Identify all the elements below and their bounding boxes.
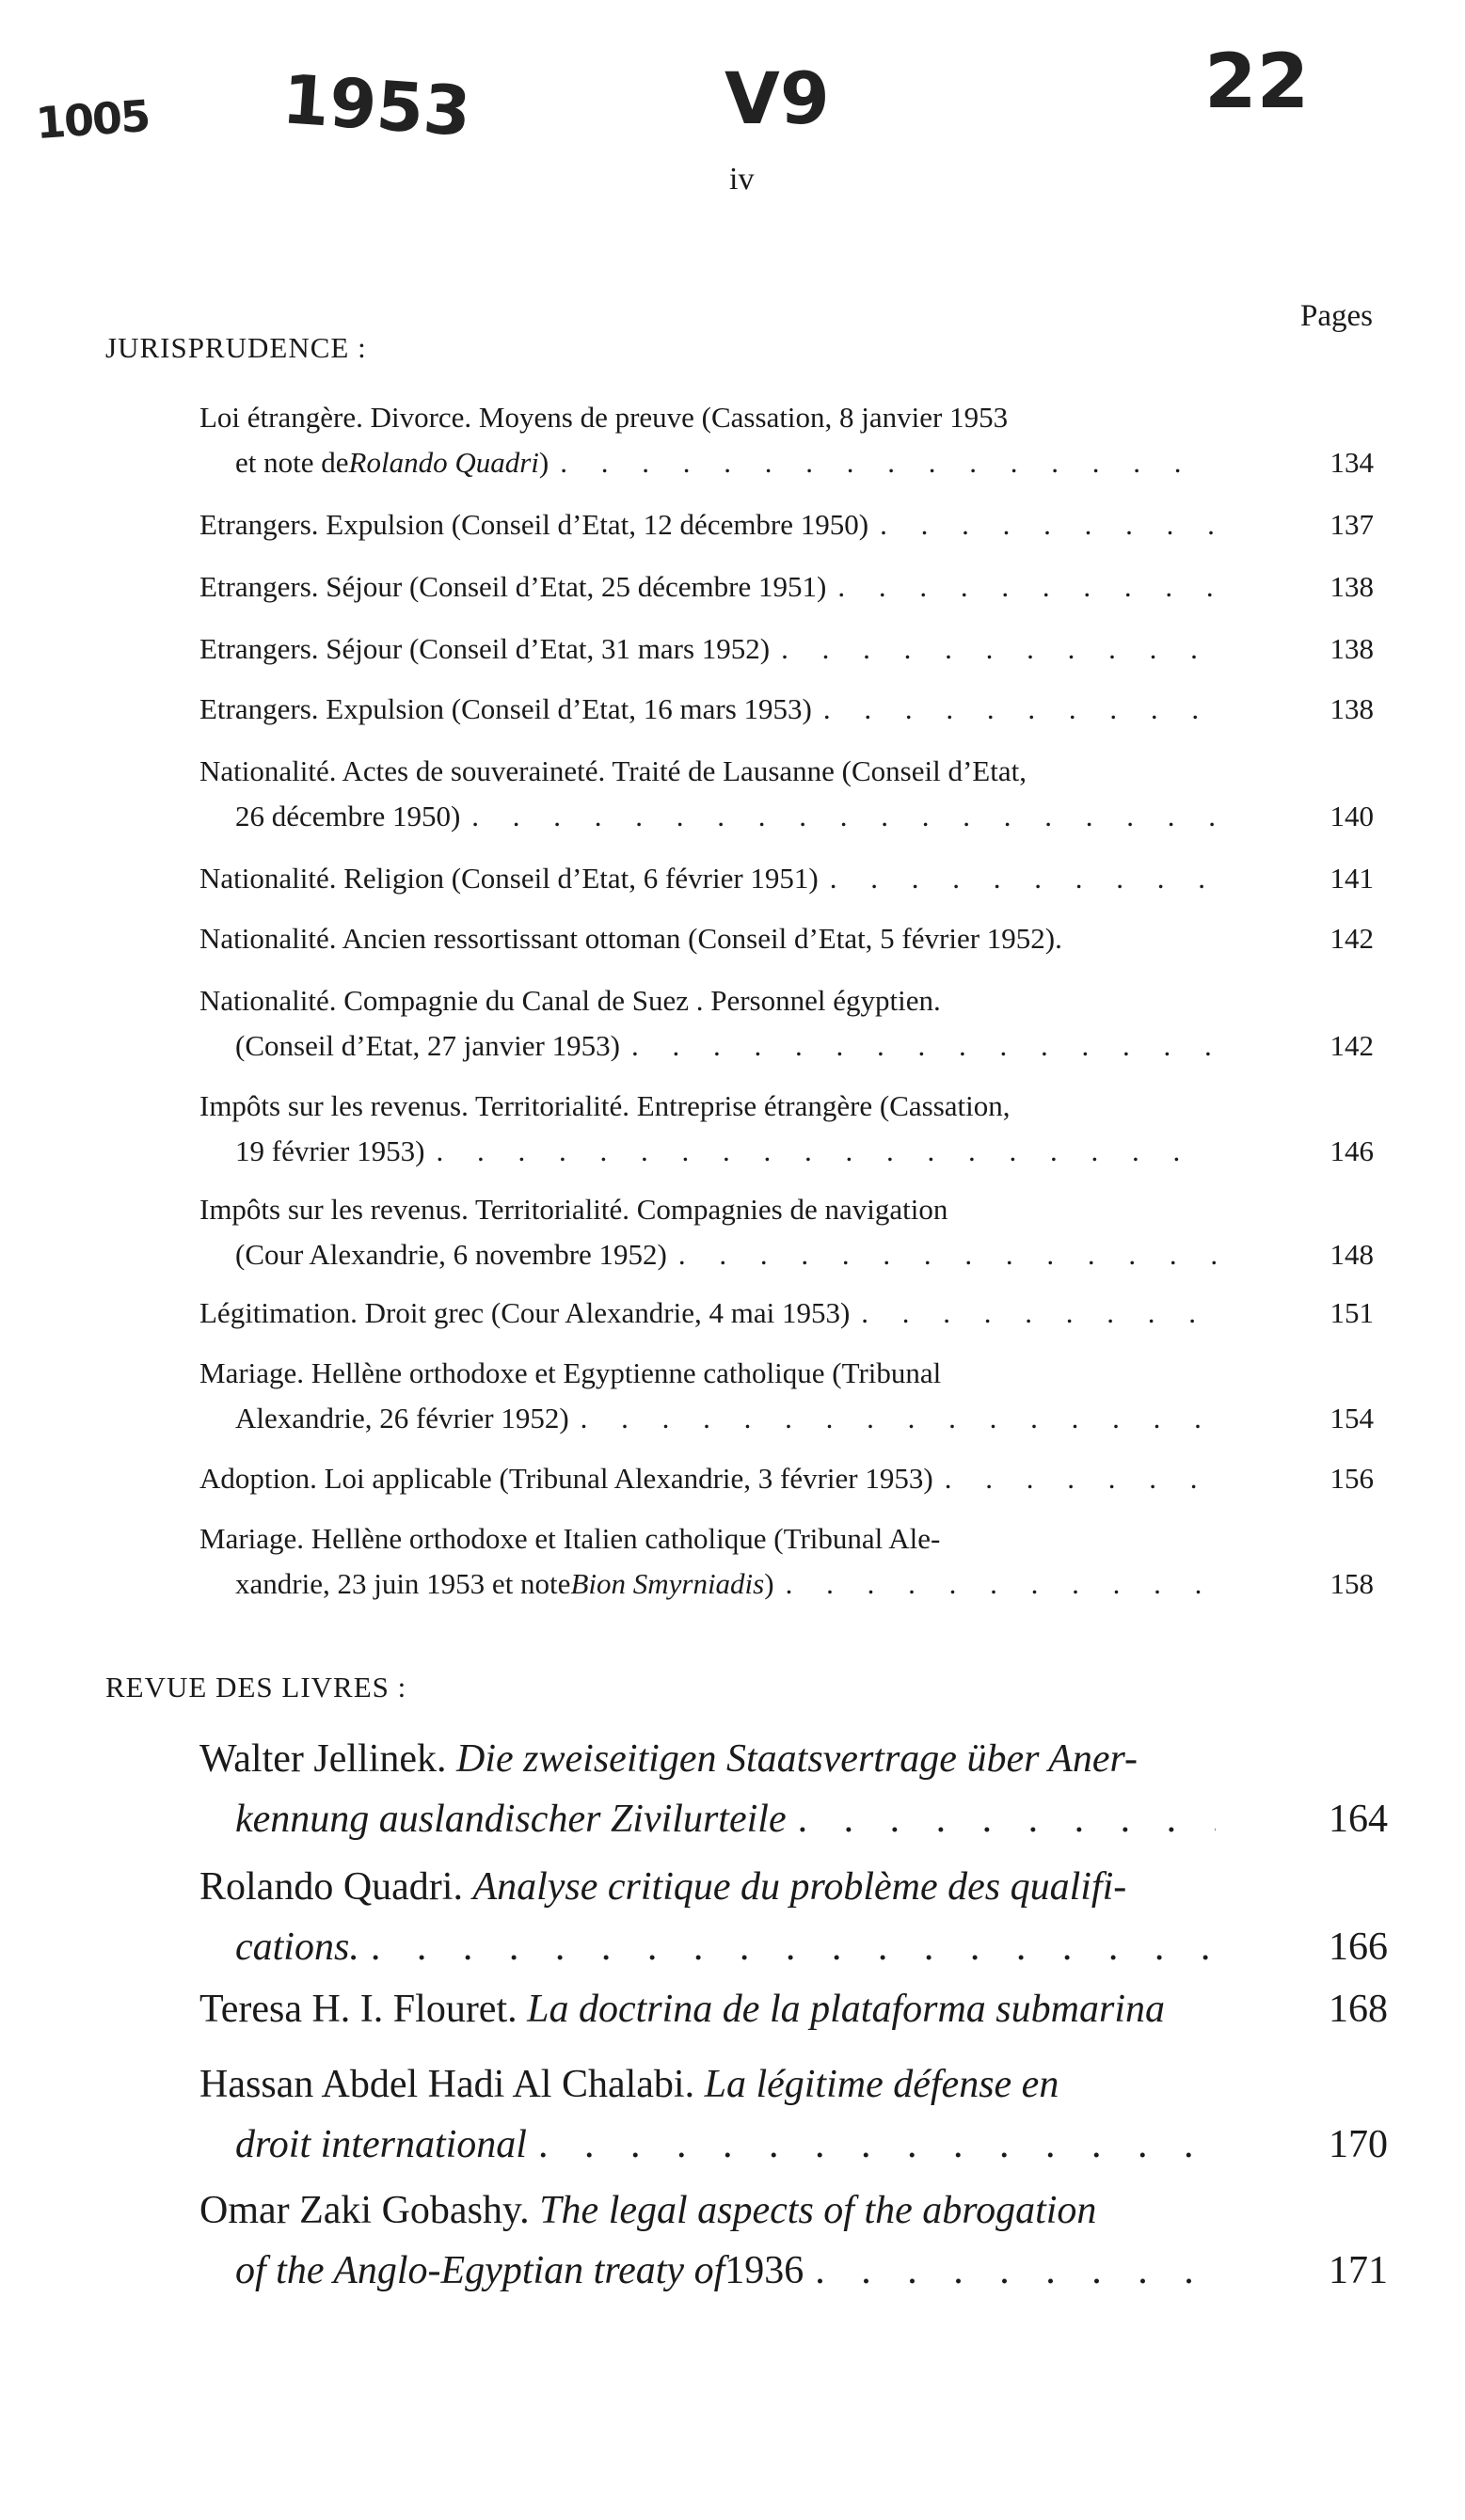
- leader-dots: [770, 626, 1216, 672]
- entry-line: [199, 2054, 1216, 2115]
- entry-text: 26 décembre 1950): [235, 800, 461, 832]
- entry-page: 134: [1330, 446, 1374, 479]
- leader-dots: [424, 1129, 1216, 1174]
- pages-column-header: Pages: [1300, 299, 1373, 333]
- book-entry: [199, 2054, 1388, 2175]
- entry-line: [199, 1023, 1216, 1069]
- handwritten-volume: V9: [725, 56, 830, 140]
- toc-entry: [199, 1351, 1374, 1441]
- book-title: Die zweiseitigen Staatsvertrage über Aner-: [456, 1737, 1138, 1781]
- book-title: droit international: [235, 2123, 527, 2166]
- leader-dots: [569, 1396, 1216, 1441]
- book-title: La doctrina de la plataforma submarina: [527, 1988, 1165, 2031]
- entry-text: ): [538, 446, 549, 479]
- entry-page: 138: [1330, 632, 1374, 665]
- entry-line: [199, 1187, 1216, 1232]
- toc-entry: [199, 1187, 1374, 1277]
- entry-line: [199, 564, 1216, 610]
- toc-entry: [199, 978, 1374, 1069]
- entry-text: (Conseil d’Etat, 27 janvier 1953): [235, 1029, 620, 1062]
- toc-entry: [199, 1291, 1374, 1336]
- toc-entry: [199, 749, 1374, 839]
- toc-entry: [199, 1516, 1374, 1607]
- entry-line: [199, 502, 1216, 547]
- entry-page: 148: [1330, 1238, 1374, 1271]
- book-entry: [199, 1729, 1388, 1849]
- entry-text: Etrangers. Séjour (Conseil d’Etat, 31 mars 1952): [199, 632, 771, 665]
- entry-page: 151: [1330, 1296, 1374, 1329]
- toc-entry: [199, 626, 1374, 672]
- entry-line: [199, 1789, 1216, 1849]
- entry-text: Mariage. Hellène orthodoxe et Egyptienne catholique (Tribunal: [199, 1356, 942, 1389]
- leader-dots: [549, 440, 1216, 485]
- leader-dots: [819, 856, 1216, 901]
- toc-entry: [199, 502, 1374, 547]
- entry-line: [199, 978, 1216, 1023]
- toc-entry: [199, 687, 1374, 732]
- entry-text: ): [764, 1567, 774, 1600]
- entry-page: 156: [1330, 1462, 1374, 1495]
- handwritten-code: 1005: [34, 89, 151, 150]
- entry-line: [199, 440, 1216, 485]
- handwritten-year: 1953: [279, 59, 474, 151]
- toc-entry: [199, 916, 1374, 961]
- leader-dots: [812, 687, 1216, 732]
- entry-text: Mariage. Hellène orthodoxe et Italien catholique (Tribunal Ale-: [199, 1522, 941, 1555]
- book-author: Hassan Abdel Hadi Al Chalabi.: [199, 2063, 695, 2106]
- book-title: of the Anglo-Egyptian treaty of: [235, 2249, 725, 2292]
- book-title-year: 1936: [725, 2249, 804, 2292]
- entry-author: Bion Smyrniadis: [570, 1567, 765, 1600]
- entry-text: Impôts sur les revenus. Territorialité. Entreprise étrangère (Cassation,: [199, 1089, 1011, 1122]
- entry-line: [199, 1291, 1216, 1336]
- entry-text: Adoption. Loi applicable (Tribunal Alexandrie, 3 février 1953): [199, 1462, 933, 1495]
- book-title: The legal aspects of the abrogation: [539, 2189, 1097, 2232]
- entry-page: 142: [1330, 922, 1374, 955]
- entry-line: [199, 626, 1216, 672]
- entry-text: Etrangers. Séjour (Conseil d’Etat, 25 décembre 1951): [199, 570, 827, 603]
- entry-page: 166: [1329, 1926, 1388, 1969]
- entry-page: 170: [1329, 2123, 1388, 2166]
- book-title: La légitime défense en: [704, 2063, 1059, 2106]
- entry-line: [199, 1396, 1216, 1441]
- toc-entry: [199, 1456, 1374, 1501]
- book-title: Analyse critique du problème des qualifi-: [472, 1865, 1127, 1909]
- book-author: Walter Jellinek.: [199, 1737, 447, 1781]
- entry-line: [199, 794, 1216, 839]
- entry-page: 138: [1330, 692, 1374, 725]
- entry-page: 168: [1329, 1988, 1388, 2031]
- entry-page: 138: [1330, 570, 1374, 603]
- page-number: iv: [729, 162, 755, 197]
- entry-line: [199, 1129, 1216, 1174]
- leader-dots: [359, 1917, 1216, 1977]
- leader-dots: [933, 1456, 1216, 1501]
- entry-line: [199, 1979, 1216, 2039]
- entry-line: [199, 1456, 1216, 1501]
- entry-text: Impôts sur les revenus. Territorialité. Compagnies de navigation: [199, 1193, 948, 1226]
- entry-author: Rolando Quadri: [348, 446, 539, 479]
- entry-text: Nationalité. Ancien ressortissant ottoman (Conseil d’Etat, 5 février 1952).: [199, 922, 1062, 955]
- book-title: cations.: [235, 1926, 359, 1969]
- entry-text: Etrangers. Expulsion (Conseil d’Etat, 16 mars 1953): [199, 692, 812, 725]
- leader-dots: [527, 2115, 1216, 2175]
- entry-line: [199, 2241, 1216, 2301]
- entry-page: 164: [1329, 1798, 1388, 1841]
- entry-page: 171: [1329, 2249, 1388, 2292]
- entry-line: [199, 2115, 1216, 2175]
- entry-text: 19 février 1953): [235, 1134, 425, 1167]
- entry-line: [199, 749, 1216, 794]
- entry-page: 140: [1330, 800, 1374, 832]
- entry-text: xandrie, 23 juin 1953 et note: [235, 1567, 571, 1600]
- handwritten-number: 22: [1204, 38, 1310, 125]
- entry-text: Alexandrie, 26 février 1952): [235, 1402, 569, 1434]
- toc-entry: [199, 395, 1374, 485]
- book-entry: [199, 1857, 1388, 1977]
- book-entry: [199, 1979, 1388, 2039]
- entry-line: [199, 1729, 1216, 1789]
- jurisprudence-heading: JURISPRUDENCE :: [105, 331, 367, 364]
- entry-text: Légitimation. Droit grec (Cour Alexandrie, 4 mai 1953): [199, 1296, 851, 1329]
- book-author: Omar Zaki Gobashy.: [199, 2189, 530, 2232]
- entry-text: Nationalité. Actes de souveraineté. Traité de Lausanne (Conseil d’Etat,: [199, 754, 1027, 787]
- entry-text: Loi étrangère. Divorce. Moyens de preuve (Cassation, 8 janvier 1953: [199, 401, 1009, 434]
- leader-dots: [868, 502, 1216, 547]
- book-author: Rolando Quadri.: [199, 1865, 463, 1909]
- entry-line: [199, 1084, 1216, 1129]
- leader-dots: [667, 1232, 1216, 1277]
- entry-line: [199, 1857, 1216, 1917]
- entry-page: 142: [1330, 1029, 1374, 1062]
- entry-line: [199, 1516, 1216, 1561]
- book-title: kennung auslandischer Zivilurteile: [235, 1798, 787, 1841]
- entry-line: [199, 395, 1216, 440]
- book-author: Teresa H. I. Flouret.: [199, 1988, 518, 2031]
- entry-page: 141: [1330, 862, 1374, 895]
- revue-heading: REVUE DES LIVRES :: [105, 1671, 407, 1704]
- entry-page: 137: [1330, 508, 1374, 541]
- book-entry: [199, 2180, 1388, 2301]
- entry-text: Nationalité. Compagnie du Canal de Suez . Personnel égyptien.: [199, 984, 941, 1017]
- toc-entry: [199, 564, 1374, 610]
- entry-text: Etrangers. Expulsion (Conseil d’Etat, 12 décembre 1950): [199, 508, 869, 541]
- entry-line: [199, 1917, 1216, 1977]
- entry-page: 146: [1330, 1134, 1374, 1167]
- entry-line: [199, 916, 1216, 961]
- leader-dots: [804, 2241, 1216, 2301]
- entry-text: et note de: [235, 446, 349, 479]
- leader-dots: [787, 1789, 1216, 1849]
- entry-line: [199, 687, 1216, 732]
- entry-text: (Cour Alexandrie, 6 novembre 1952): [235, 1238, 667, 1271]
- entry-page: 154: [1330, 1402, 1374, 1434]
- entry-page: 158: [1330, 1567, 1374, 1600]
- toc-entry: [199, 856, 1374, 901]
- entry-line: [199, 856, 1216, 901]
- toc-entry: [199, 1084, 1374, 1174]
- leader-dots: [620, 1023, 1216, 1069]
- entry-line: [199, 1232, 1216, 1277]
- entry-text: Nationalité. Religion (Conseil d’Etat, 6 février 1951): [199, 862, 819, 895]
- leader-dots: [850, 1291, 1216, 1336]
- leader-dots: [774, 1561, 1216, 1607]
- leader-dots: [826, 564, 1216, 610]
- leader-dots: [460, 794, 1216, 839]
- entry-line: [199, 2180, 1216, 2241]
- entry-line: [199, 1561, 1216, 1607]
- entry-line: [199, 1351, 1216, 1396]
